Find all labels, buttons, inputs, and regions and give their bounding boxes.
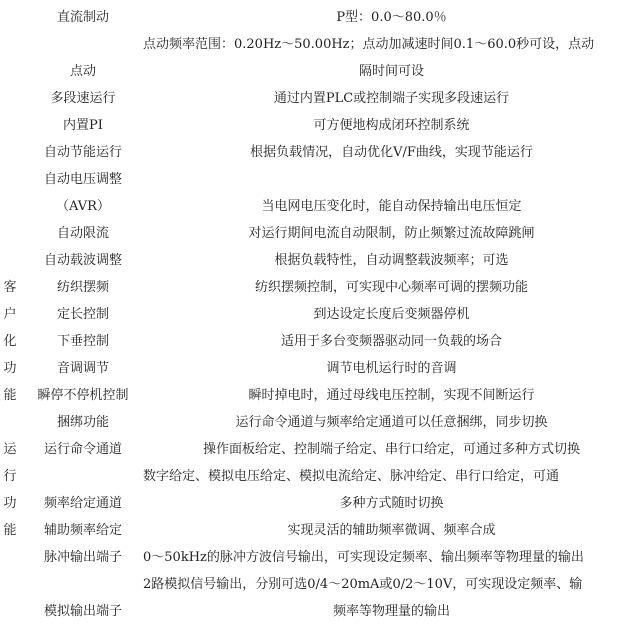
row-power-loss-name: 瞬停不停机控制 (37, 388, 129, 403)
side-label-customized-2: 户 (3, 307, 17, 322)
row-energy-saving-desc: 根据负载情况，自动优化V/F曲线，实现节能运行 (250, 145, 533, 160)
side-label-operation-3: 功 (3, 496, 17, 511)
row-tone-name: 音调调节 (56, 361, 109, 376)
row-run-cmd-desc: 操作面板给定、控制端子给定、串行口给定，可通过多种方式切换 (202, 442, 580, 457)
row-pulse-out-name: 脉冲输出端子 (43, 550, 122, 565)
side-label-customized-4: 功 (3, 361, 17, 376)
row-aux-freq-name: 辅助频率给定 (43, 523, 122, 538)
side-label-operation-1: 运 (3, 442, 17, 457)
side-label-operation-2: 行 (3, 469, 17, 484)
row-builtin-pi-name: 内置PI (63, 118, 103, 133)
row-dc-brake-name: 直流制动 (56, 10, 109, 25)
row-avr-name-1: 自动电压调整 (43, 172, 122, 187)
row-multi-speed-desc: 通过内置PLC或控制端子实现多段速运行 (273, 91, 510, 106)
row-avr-desc: 当电网电压变化时，能自动保持输出电压恒定 (261, 199, 522, 214)
row-builtin-pi-desc: 可方便地构成闭环控制系统 (313, 118, 470, 133)
row-jog-name: 点动 (69, 64, 96, 79)
row-binding-desc: 运行命令通道与频率给定通道可以任意捆绑，同步切换 (235, 415, 548, 430)
row-carrier-name: 自动载波调整 (43, 253, 122, 268)
row-binding-name: 捆绑功能 (56, 415, 109, 430)
row-analog-extra-desc: 2路模拟信号输出，分别可选0/4～20mA或0/2～10V，可实现设定频率、输 (143, 577, 583, 592)
row-freq-extra-desc: 数字给定、模拟电压给定、模拟电流给定、脉冲给定、串行口给定，可通 (143, 469, 560, 484)
row-carrier-desc: 根据负载特性，自动调整载波频率；可选 (274, 253, 509, 268)
row-jog-desc: 隔时间可设 (358, 64, 424, 79)
row-fixed-length-desc: 到达设定长度后变频器停机 (313, 307, 470, 322)
side-label-customized-3: 化 (3, 334, 17, 349)
row-droop-name: 下垂控制 (56, 334, 109, 349)
row-pulse-out-desc: 0～50kHz的脉冲方波信号输出，可实现设定频率、输出频率等物理量的输出 (143, 550, 584, 565)
row-dc-brake-desc: P型：0.0～80.0％ (336, 10, 447, 25)
row-avr-name-2: （AVR） (56, 199, 110, 214)
row-aux-freq-desc: 实现灵活的辅助频率微调、频率合成 (287, 523, 496, 538)
row-run-cmd-name: 运行命令通道 (43, 442, 122, 457)
side-label-customized-1: 客 (3, 280, 17, 295)
row-power-loss-desc: 瞬时掉电时，通过母线电压控制，实现不间断运行 (248, 388, 535, 403)
row-textile-name: 纺织摆频 (56, 280, 109, 295)
row-analog-out-name: 模拟输出端子 (43, 604, 122, 619)
row-multi-speed-name: 多段速运行 (50, 91, 116, 106)
row-tone-desc: 调节电机运行时的音调 (326, 361, 457, 376)
row-energy-saving-name: 自动节能运行 (43, 145, 122, 160)
row-freq-source-desc: 多种方式随时切换 (339, 496, 444, 511)
row-current-limit-name: 自动限流 (56, 226, 109, 241)
side-label-customized-5: 能 (3, 388, 17, 403)
row-freq-source-name: 频率给定通道 (43, 496, 122, 511)
row-fixed-length-name: 定长控制 (56, 307, 109, 322)
row-current-limit-desc: 对运行期间电流自动限制，防止频繁过流故障跳闸 (248, 226, 535, 241)
row-droop-desc: 适用于多台变频器驱动同一负载的场合 (280, 334, 502, 349)
row-analog-out-desc: 频率等物理量的输出 (332, 604, 450, 619)
row-textile-desc: 纺织摆频控制，可实现中心频率可调的摆频功能 (254, 280, 528, 295)
side-label-operation-4: 能 (3, 523, 17, 538)
row-jog-extra-desc: 点动频率范围：0.20Hz～50.00Hz；点动加减速时间0.1～60.0秒可设，点动 (143, 37, 595, 52)
